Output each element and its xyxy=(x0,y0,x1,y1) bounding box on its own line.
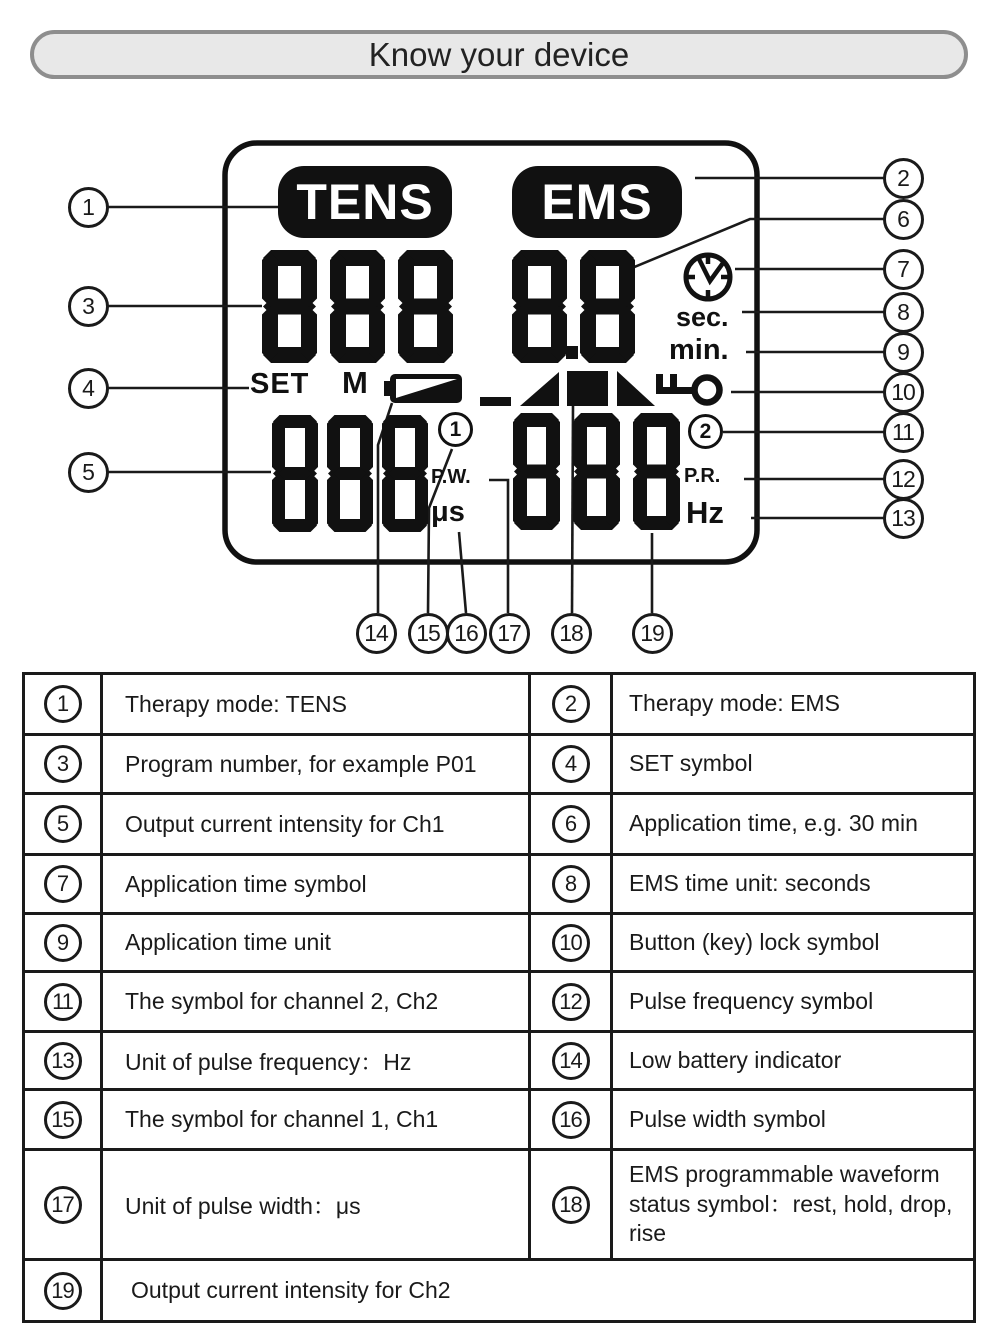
legend-number-14: 14 xyxy=(552,1042,590,1080)
channel2-badge xyxy=(688,414,723,449)
legend-number-4: 4 xyxy=(552,745,590,783)
callout-number-13: 13 xyxy=(883,498,924,539)
table-row xyxy=(25,856,973,915)
callout-number-9: 9 xyxy=(883,332,924,373)
legend-number-cell xyxy=(531,1091,613,1148)
table-row xyxy=(25,915,973,973)
table-row xyxy=(25,675,973,736)
set-label: SET xyxy=(250,368,310,400)
seconds-unit-label: sec. xyxy=(676,302,729,332)
callout-line-18 xyxy=(572,405,573,613)
legend-number-cell xyxy=(25,1151,103,1258)
legend-number-12: 12 xyxy=(552,983,590,1021)
legend-number-cell xyxy=(25,1033,103,1088)
legend-number-15: 15 xyxy=(44,1101,82,1139)
table-row xyxy=(25,1033,973,1091)
legend-number-cell xyxy=(531,1033,613,1088)
battery-low-icon xyxy=(384,374,462,403)
legend-number-cell xyxy=(531,915,613,970)
legend-description: EMS programmable waveform status symbol：rest, hold, drop, rise xyxy=(629,1161,953,1247)
legend-number-cell xyxy=(25,675,103,733)
legend-table xyxy=(22,672,976,1323)
legend-description: The symbol for channel 2, Ch2 xyxy=(103,973,531,1030)
callout-number-6: 6 xyxy=(883,199,924,240)
legend-number-cell xyxy=(25,973,103,1030)
legend-number-cell xyxy=(25,795,103,853)
pulse-width-label: P.W. xyxy=(431,466,471,488)
legend-description: Therapy mode: EMS xyxy=(629,690,840,717)
legend-number-13: 13 xyxy=(44,1042,82,1080)
legend-number-9: 9 xyxy=(44,924,82,962)
callout-number-12: 12 xyxy=(883,459,924,500)
legend-description: Button (key) lock symbol xyxy=(629,928,880,955)
callout-number-14: 14 xyxy=(356,613,397,654)
legend-description: Unit of pulse width：μs xyxy=(103,1151,531,1258)
legend-number-cell xyxy=(531,675,613,733)
legend-number-cell xyxy=(25,915,103,970)
legend-number-5: 5 xyxy=(44,805,82,843)
legend-number-10: 10 xyxy=(552,924,590,962)
lcd-diagram xyxy=(0,0,1000,660)
legend-number-cell xyxy=(531,856,613,912)
legend-description: Output current intensity for Ch1 xyxy=(103,795,531,853)
legend-description: Unit of pulse frequency：Hz xyxy=(103,1033,531,1088)
legend-number-7: 7 xyxy=(44,865,82,903)
callout-number-8: 8 xyxy=(883,292,924,333)
callout-number-18: 18 xyxy=(551,613,592,654)
waveform-hold-icon xyxy=(567,371,608,406)
table-row xyxy=(25,1151,973,1261)
legend-number-cell xyxy=(25,1091,103,1148)
legend-number-cell xyxy=(531,973,613,1030)
waveform-rest-icon xyxy=(480,397,511,406)
callout-number-10: 10 xyxy=(883,372,924,413)
ems-mode-badge xyxy=(512,166,682,238)
tens-mode-badge xyxy=(278,166,452,238)
pulse-rate-label: P.R. xyxy=(684,465,721,487)
legend-description: Output current intensity for Ch2 xyxy=(131,1277,451,1303)
callout-number-15: 15 xyxy=(408,613,449,654)
legend-number-cell xyxy=(25,856,103,912)
legend-description: Pulse width symbol xyxy=(629,1105,826,1132)
legend-description: Application time symbol xyxy=(103,856,531,912)
legend-number-cell xyxy=(531,736,613,792)
callout-number-1: 1 xyxy=(68,187,109,228)
callout-number-17: 17 xyxy=(489,613,530,654)
channel1-badge xyxy=(438,412,473,447)
channel2-number: 2 xyxy=(699,419,712,443)
clock-icon xyxy=(686,255,730,299)
legend-description: Application time unit xyxy=(103,915,531,970)
lcd-artwork xyxy=(0,0,1000,660)
callout-number-16: 16 xyxy=(446,613,487,654)
legend-number-11: 11 xyxy=(44,983,82,1021)
callout-number-7: 7 xyxy=(883,249,924,290)
legend-description: Application time, e.g. 30 min xyxy=(629,810,918,837)
callout-number-3: 3 xyxy=(68,286,109,327)
legend-number-2: 2 xyxy=(552,685,590,723)
legend-number-cell xyxy=(531,795,613,853)
page-title-text: Know your device xyxy=(368,35,630,73)
legend-description: Pulse frequency symbol xyxy=(629,987,874,1014)
legend-number-16: 16 xyxy=(552,1101,590,1139)
table-row xyxy=(25,973,973,1033)
table-row xyxy=(25,795,973,856)
minutes-unit-label: min. xyxy=(669,334,729,366)
channel1-number: 1 xyxy=(449,417,462,441)
memory-label: M xyxy=(342,365,368,400)
ems-label: EMS xyxy=(541,174,653,230)
legend-description: EMS time unit: seconds xyxy=(629,870,871,897)
legend-number-1: 1 xyxy=(44,685,82,723)
microseconds-unit-label: μs xyxy=(431,496,465,528)
legend-number-6: 6 xyxy=(552,805,590,843)
decimal-point xyxy=(566,346,578,359)
table-row xyxy=(25,736,973,795)
hertz-unit-label: Hz xyxy=(686,495,724,530)
table-row xyxy=(25,1261,973,1320)
tens-label: TENS xyxy=(296,174,434,230)
callout-number-5: 5 xyxy=(68,452,109,493)
legend-number-19: 19 xyxy=(44,1272,82,1310)
legend-number-17: 17 xyxy=(44,1186,82,1224)
legend-number-cell xyxy=(25,1261,103,1320)
legend-number-cell xyxy=(531,1151,613,1258)
callout-number-19: 19 xyxy=(632,613,673,654)
legend-number-3: 3 xyxy=(44,745,82,783)
callout-number-2: 2 xyxy=(883,158,924,199)
legend-number-18: 18 xyxy=(552,1186,590,1224)
legend-number-cell xyxy=(25,736,103,792)
legend-description: Low battery indicator xyxy=(629,1046,842,1073)
legend-description: Program number, for example P01 xyxy=(103,736,531,792)
table-row xyxy=(25,1091,973,1151)
callout-number-4: 4 xyxy=(68,368,109,409)
legend-description: The symbol for channel 1, Ch1 xyxy=(103,1091,531,1148)
legend-description: Therapy mode: TENS xyxy=(103,675,531,733)
callout-number-11: 11 xyxy=(883,412,924,453)
legend-description: SET symbol xyxy=(629,750,753,777)
legend-number-8: 8 xyxy=(552,865,590,903)
